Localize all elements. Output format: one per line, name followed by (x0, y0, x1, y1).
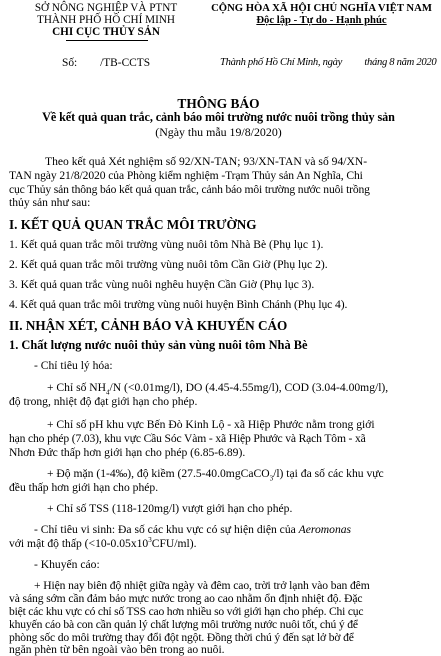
advice-label: - Khuyến cáo: (34, 558, 100, 571)
p1-line-1 (47, 381, 389, 397)
micro-part-b: với mật độ thấp (<10-0.05x10 (9, 537, 149, 550)
number-label: Số: (62, 57, 78, 69)
micro-line-2 (9, 537, 197, 550)
place-date (220, 57, 436, 68)
intro-line-3: cục Thủy sản thông báo kết quả quan trắc, cảnh báo môi trường nước nuôi trồng (9, 183, 370, 196)
advice-line-3: biệt các khu vực có chỉ số TSS cao hơn nhiều so với giới hạn cho phép. Chi cục (9, 605, 364, 618)
section-2-sub-1: 1. Chất lượng nước nuôi thủy sản vùng nuôi tôm Nhà Bè (9, 338, 308, 352)
sample-date: (Ngày thu mẫu 19/8/2020) (155, 125, 282, 139)
p1-line-2: độ trong, nhiệt độ đạt giới hạn cho phép. (9, 395, 198, 408)
micro-part-a: - Chỉ tiêu vi sinh: Đa số các khu vực có sự hiện diện của (34, 523, 299, 536)
section-1-item-3: 3. Kết quả quan trắc vùng nuôi nghêu huyện Cần Giờ (Phụ lục 3). (9, 278, 315, 291)
nation-name: CỘNG HÒA XÃ HỘI CHỦ NGHĨA VIỆT NAM (211, 2, 432, 14)
p2-line-2: hạn cho phép (7.03), khu vực Cầu Sóc Vàm - xã Hiệp Phước và Rạch Tôm - xã (9, 432, 366, 445)
document-title: THÔNG BÁO (177, 96, 260, 111)
section-2-heading: II. NHẬN XÉT, CẢNH BÁO VÀ KHUYẾN CÁO (9, 318, 288, 333)
advice-line-4: khuyến cáo bà con cần quản lý chất lượng môi trường nước nuôi tốt, chú ý để (9, 618, 358, 631)
document-subtitle: Về kết quả quan trắc, cảnh báo môi trường nước nuôi trồng thủy sản (42, 110, 395, 124)
nation-motto: Độc lập - Tự do - Hạnh phúc (256, 14, 387, 26)
p2-line-3: Nhơn Đức thấp hơn giới hạn cho phép (6.85-6.89). (9, 446, 246, 459)
chem-label: - Chỉ tiêu lý hóa: (34, 359, 113, 372)
p3-line-1 (47, 467, 384, 483)
section-1-item-2: 2. Kết quả quan trắc môi trường vùng nuôi tôm Cần Giờ (Phụ lục 2). (9, 258, 328, 271)
number-value: /TB-CCTS (100, 57, 151, 69)
p3-part-a: + Độ mặn (1-4‰), độ kiềm (27.5-40.0mgCaCO (47, 467, 270, 480)
p3-sub: 3 (269, 474, 274, 483)
advice-line-1: + Hiện nay biên độ nhiệt giữa ngày và đêm cao, trời trở lạnh vào ban đêm (34, 579, 370, 592)
city-name: THÀNH PHỐ HỒ CHÍ MINH (37, 14, 175, 26)
p3-part-b: /l) tại đa số các khu vực (273, 467, 384, 480)
agency-underline (66, 40, 148, 41)
section-1-item-4: 4. Kết quả quan trắc môi trường vùng nuôi huyện Bình Chánh (Phụ lục 4). (9, 298, 348, 311)
document-number (62, 57, 150, 69)
micro-part-c: CFU/ml). (151, 537, 197, 550)
advice-line-5: phòng sốc do môi trường thay đổi đột ngột. Đồng thời chú ý đến sạt lở bờ để (9, 631, 354, 644)
section-1-heading: I. KẾT QUẢ QUAN TRẮC MÔI TRƯỜNG (9, 217, 257, 232)
section-1-item-1: 1. Kết quả quan trắc môi trường vùng nuôi tôm Nhà Bè (Phụ lục 1). (9, 238, 324, 251)
p3-line-2: đều thấp hơn giới hạn cho phép. (9, 481, 159, 494)
agency-name: CHI CỤC THỦY SẢN (52, 26, 160, 38)
micro-species: Aeromonas (298, 523, 352, 536)
place-date-part2: tháng 8 năm 2020 (364, 57, 437, 68)
p1-part-a: + Chỉ số NH (47, 381, 107, 394)
intro-line-1: Theo kết quả Xét nghiệm số 92/XN-TAN; 93/XN-TAN và số 94/XN- (45, 155, 368, 168)
intro-line-4: thủy sản như sau: (9, 196, 91, 209)
p4-line: + Chỉ số TSS (118-120mg/l) vượt giới hạn cho phép. (47, 502, 293, 515)
p2-line-1: + Chỉ số pH khu vực Bến Đò Kinh Lộ - xã Hiệp Phước nằm trong giới (47, 418, 375, 431)
ministry-name: SỞ NÔNG NGHIỆP VÀ PTNT (34, 2, 178, 14)
place-date-part1: Thành phố Hồ Chí Minh, ngày (220, 57, 342, 68)
micro-sup: 3 (148, 536, 152, 545)
advice-line-6: ngăn phèn từ bên ngoài vào bên trong ao nuôi. (9, 643, 225, 656)
micro-line-1 (34, 523, 351, 536)
p1-sub: 4 (106, 388, 110, 397)
advice-line-2: và sáng sớm cần đảm bảo mực nước trong ao cao nhằm ổn định nhiệt độ. Đặc (9, 592, 363, 605)
intro-line-2: TAN ngày 21/8/2020 của Phòng kiểm nghiệm -Trạm Thủy sản An Nghĩa, Chi (9, 169, 363, 182)
p1-part-b: /N (<0.01mg/l), DO (4.45-4.55mg/l), COD (3.04-4.00mg/l), (109, 381, 389, 394)
